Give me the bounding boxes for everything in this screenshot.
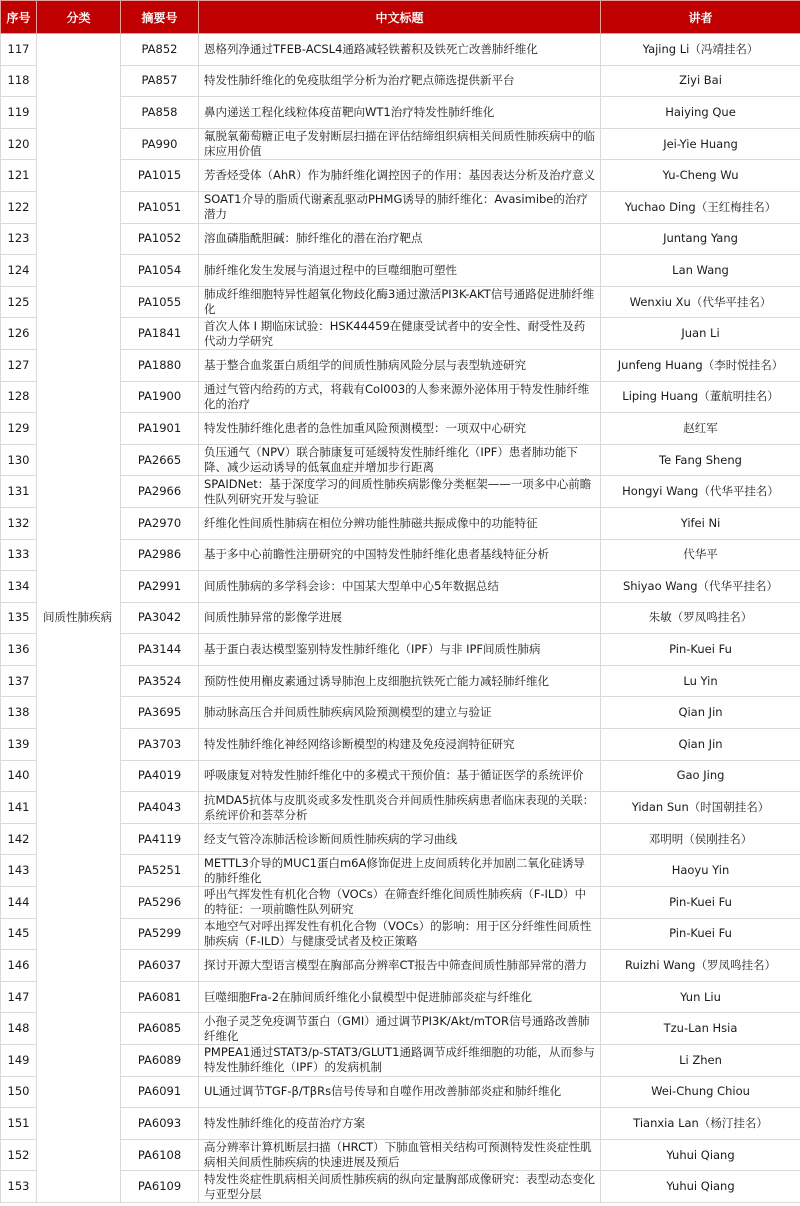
abstract-code: PA6089 xyxy=(121,1045,199,1077)
chinese-title: UL通过调节TGF-β/TβRs信号传导和自噬作用改善肺部炎症和肺纤维化 xyxy=(199,1076,601,1108)
header-code: 摘要号 xyxy=(121,1,199,34)
table-row xyxy=(1,444,800,476)
chinese-title: METTL3介导的MUC1蛋白m6A修饰促进上皮间质转化并加剧二氧化硅诱导的肺纤维化 xyxy=(199,855,601,887)
speaker-name: Junfeng Huang（李时悦挂名） xyxy=(601,349,800,381)
speaker-name: Li Zhen xyxy=(601,1045,800,1077)
table-row xyxy=(1,855,800,887)
chinese-title: 呼出气挥发性有机化合物（VOCs）在筛查纤维化间质性肺疾病（F-ILD）中的特征：一项前瞻性队列研究 xyxy=(199,887,601,919)
speaker-name: Tianxia Lan（杨汀挂名） xyxy=(601,1108,800,1140)
speaker-name: Yuhui Qiang xyxy=(601,1139,800,1171)
header-idx: 序号 xyxy=(1,1,37,34)
chinese-title: 抗MDA5抗体与皮肌炎或多发性肌炎合并间质性肺疾病患者临床表现的关联：系统评价和荟萃分析 xyxy=(199,792,601,824)
speaker-name: Yidan Sun（时国朝挂名） xyxy=(601,792,800,824)
row-index: 136 xyxy=(1,634,37,666)
row-index: 138 xyxy=(1,697,37,729)
table-row xyxy=(1,1108,800,1140)
row-index: 125 xyxy=(1,286,37,318)
row-index: 124 xyxy=(1,255,37,287)
chinese-title: 通过气管内给药的方式，将载有Col003的人参来源外泌体用于特发性肺纤维化的治疗 xyxy=(199,381,601,413)
row-index: 135 xyxy=(1,602,37,634)
chinese-title: 间质性肺病的多学科会诊：中国某大型单中心5年数据总结 xyxy=(199,571,601,603)
chinese-title: 探讨开源大型语言模型在胸部高分辨率CT报告中筛查间质性肺部异常的潜力 xyxy=(199,950,601,982)
speaker-name: 邓明明（侯刚挂名） xyxy=(601,823,800,855)
table-row xyxy=(1,1045,800,1077)
header-speaker: 讲者 xyxy=(601,1,800,34)
table-row xyxy=(1,1013,800,1045)
abstract-code: PA6108 xyxy=(121,1139,199,1171)
speaker-name: Haiying Que xyxy=(601,97,800,129)
table-row xyxy=(1,1171,800,1203)
speaker-name: Hongyi Wang（代华平挂名） xyxy=(601,476,800,508)
speaker-name: Yifei Ni xyxy=(601,507,800,539)
speaker-name: 朱敏（罗凤鸣挂名） xyxy=(601,602,800,634)
abstract-code: PA6037 xyxy=(121,950,199,982)
speaker-name: Lu Yin xyxy=(601,665,800,697)
row-index: 133 xyxy=(1,539,37,571)
header-row xyxy=(1,1,800,34)
speaker-name: Tzu-Lan Hsia xyxy=(601,1013,800,1045)
chinese-title: 负压通气（NPV）联合肺康复可延缓特发性肺纤维化（IPF）患者肺功能下降、减少运动诱导的低氧血症并增加步行距离 xyxy=(199,444,601,476)
speaker-name: Lan Wang xyxy=(601,255,800,287)
abstract-code: PA4019 xyxy=(121,760,199,792)
abstract-code: PA3144 xyxy=(121,634,199,666)
abstract-code: PA2986 xyxy=(121,539,199,571)
row-index: 142 xyxy=(1,823,37,855)
chinese-title: 基于蛋白表达模型鉴别特发性肺纤维化（IPF）与非 IPF间质性肺病 xyxy=(199,634,601,666)
abstract-code: PA852 xyxy=(121,34,199,66)
chinese-title: 呼吸康复对特发性肺纤维化中的多模式干预价值：基于循证医学的系统评价 xyxy=(199,760,601,792)
chinese-title: 鼻内递送工程化线粒体疫苗靶向WT1治疗特发性肺纤维化 xyxy=(199,97,601,129)
abstract-code: PA1841 xyxy=(121,318,199,350)
table-row xyxy=(1,381,800,413)
row-index: 141 xyxy=(1,792,37,824)
table-row xyxy=(1,1076,800,1108)
table-row xyxy=(1,507,800,539)
abstract-code: PA1901 xyxy=(121,413,199,445)
chinese-title: 特发性肺纤维化的免疫肽组学分析为治疗靶点筛选提供新平台 xyxy=(199,65,601,97)
table-body xyxy=(1,34,800,1203)
chinese-title: 芳香烃受体（AhR）作为肺纤维化调控因子的作用：基因表达分析及治疗意义 xyxy=(199,160,601,192)
speaker-name: Wei-Chung Chiou xyxy=(601,1076,800,1108)
chinese-title: 高分辨率计算机断层扫描（HRCT）下肺血管相关结构可预测特发性炎症性肌病相关间质性肺疾病的快速进展及预后 xyxy=(199,1139,601,1171)
row-index: 153 xyxy=(1,1171,37,1203)
abstract-code: PA1054 xyxy=(121,255,199,287)
chinese-title: 首次人体 I 期临床试验：HSK44459在健康受试者中的安全性、耐受性及药代动力学研究 xyxy=(199,318,601,350)
abstract-code: PA2966 xyxy=(121,476,199,508)
table-row xyxy=(1,760,800,792)
speaker-name: Ruizhi Wang（罗凤鸣挂名） xyxy=(601,950,800,982)
abstract-code: PA6091 xyxy=(121,1076,199,1108)
table-row xyxy=(1,571,800,603)
row-index: 131 xyxy=(1,476,37,508)
row-index: 143 xyxy=(1,855,37,887)
abstract-code: PA6081 xyxy=(121,981,199,1013)
chinese-title: 预防性使用槲皮素通过诱导肺泡上皮细胞抗铁死亡能力减轻肺纤维化 xyxy=(199,665,601,697)
row-index: 129 xyxy=(1,413,37,445)
header-title: 中文标题 xyxy=(199,1,601,34)
row-index: 120 xyxy=(1,128,37,160)
abstract-code: PA1015 xyxy=(121,160,199,192)
table-row xyxy=(1,918,800,950)
row-index: 140 xyxy=(1,760,37,792)
chinese-title: 巨噬细胞Fra-2在肺间质纤维化小鼠模型中促进肺部炎症与纤维化 xyxy=(199,981,601,1013)
table-row xyxy=(1,286,800,318)
table-row xyxy=(1,223,800,255)
speaker-name: 代华平 xyxy=(601,539,800,571)
speaker-name: Pin-Kuei Fu xyxy=(601,887,800,919)
chinese-title: 恩格列净通过TFEB-ACSL4通路减轻铁蓄积及铁死亡改善肺纤维化 xyxy=(199,34,601,66)
speaker-name: Gao Jing xyxy=(601,760,800,792)
abstract-code: PA2991 xyxy=(121,571,199,603)
table-row xyxy=(1,65,800,97)
table-row xyxy=(1,697,800,729)
table-row xyxy=(1,665,800,697)
speaker-name: Haoyu Yin xyxy=(601,855,800,887)
abstract-code: PA3524 xyxy=(121,665,199,697)
abstract-code: PA4119 xyxy=(121,823,199,855)
speaker-name: Jei-Yie Huang xyxy=(601,128,800,160)
chinese-title: 肺动脉高压合并间质性肺疾病风险预测模型的建立与验证 xyxy=(199,697,601,729)
chinese-title: 经支气管冷冻肺活检诊断间质性肺疾病的学习曲线 xyxy=(199,823,601,855)
row-index: 150 xyxy=(1,1076,37,1108)
speaker-name: Qian Jin xyxy=(601,729,800,761)
abstract-code: PA858 xyxy=(121,97,199,129)
row-index: 145 xyxy=(1,918,37,950)
chinese-title: 溶血磷脂酰胆碱：肺纤维化的潜在治疗靶点 xyxy=(199,223,601,255)
table-row xyxy=(1,476,800,508)
table-row xyxy=(1,1139,800,1171)
row-index: 151 xyxy=(1,1108,37,1140)
chinese-title: 特发性肺纤维化患者的急性加重风险预测模型：一项双中心研究 xyxy=(199,413,601,445)
speaker-name: Yuhui Qiang xyxy=(601,1171,800,1203)
chinese-title: 间质性肺异常的影像学进展 xyxy=(199,602,601,634)
abstract-code: PA1051 xyxy=(121,191,199,223)
abstract-code: PA3042 xyxy=(121,602,199,634)
table-row xyxy=(1,160,800,192)
row-index: 148 xyxy=(1,1013,37,1045)
row-index: 139 xyxy=(1,729,37,761)
table-row xyxy=(1,539,800,571)
abstract-code: PA857 xyxy=(121,65,199,97)
table-row xyxy=(1,318,800,350)
chinese-title: 特发性肺纤维化的疫苗治疗方案 xyxy=(199,1108,601,1140)
table-row xyxy=(1,191,800,223)
speaker-name: Pin-Kuei Fu xyxy=(601,918,800,950)
speaker-name: Wenxiu Xu（代华平挂名） xyxy=(601,286,800,318)
speaker-name: Liping Huang（董航明挂名） xyxy=(601,381,800,413)
abstract-code: PA6085 xyxy=(121,1013,199,1045)
chinese-title: 特发性肺纤维化神经网络诊断模型的构建及免疫浸润特征研究 xyxy=(199,729,601,761)
table-row xyxy=(1,602,800,634)
row-index: 123 xyxy=(1,223,37,255)
row-index: 134 xyxy=(1,571,37,603)
row-index: 147 xyxy=(1,981,37,1013)
chinese-title: 基于多中心前瞻性注册研究的中国特发性肺纤维化患者基线特征分析 xyxy=(199,539,601,571)
speaker-name: 赵红军 xyxy=(601,413,800,445)
row-index: 130 xyxy=(1,444,37,476)
table-row xyxy=(1,97,800,129)
row-index: 117 xyxy=(1,34,37,66)
speaker-name: Ziyi Bai xyxy=(601,65,800,97)
chinese-title: 肺成纤维细胞特异性超氧化物歧化酶3通过激活PI3K-AKT信号通路促进肺纤维化 xyxy=(199,286,601,318)
row-index: 152 xyxy=(1,1139,37,1171)
category-cell: 间质性肺疾病 xyxy=(37,34,121,1203)
speaker-name: Te Fang Sheng xyxy=(601,444,800,476)
table-row xyxy=(1,823,800,855)
abstract-code: PA990 xyxy=(121,128,199,160)
chinese-title: 本地空气对呼出挥发性有机化合物（VOCs）的影响：用于区分纤维性间质性肺疾病（F-ILD）与健康受试者及校正策略 xyxy=(199,918,601,950)
speaker-name: Yuchao Ding（王红梅挂名） xyxy=(601,191,800,223)
speaker-name: Pin-Kuei Fu xyxy=(601,634,800,666)
row-index: 118 xyxy=(1,65,37,97)
table-row xyxy=(1,950,800,982)
speaker-name: Yun Liu xyxy=(601,981,800,1013)
table-row xyxy=(1,255,800,287)
table-row xyxy=(1,729,800,761)
row-index: 128 xyxy=(1,381,37,413)
abstract-code: PA2970 xyxy=(121,507,199,539)
row-index: 126 xyxy=(1,318,37,350)
speaker-name: Qian Jin xyxy=(601,697,800,729)
chinese-title: 特发性炎症性肌病相关间质性肺疾病的纵向定量胸部成像研究：表型动态变化与亚型分层 xyxy=(199,1171,601,1203)
row-index: 127 xyxy=(1,349,37,381)
table-row xyxy=(1,413,800,445)
table-row xyxy=(1,792,800,824)
chinese-title: SPAIDNet：基于深度学习的间质性肺疾病影像分类框架——一项多中心前瞻性队列研究开发与验证 xyxy=(199,476,601,508)
chinese-title: 小孢子灵芝免疫调节蛋白（GMI）通过调节PI3K/Akt/mTOR信号通路改善肺纤维化 xyxy=(199,1013,601,1045)
speaker-name: Juan Li xyxy=(601,318,800,350)
abstract-code: PA1900 xyxy=(121,381,199,413)
table-row xyxy=(1,981,800,1013)
chinese-title: 氟脱氧葡萄糖正电子发射断层扫描在评估结缔组织病相关间质性肺疾病中的临床应用价值 xyxy=(199,128,601,160)
row-index: 144 xyxy=(1,887,37,919)
abstract-code: PA3695 xyxy=(121,697,199,729)
abstract-code: PA5251 xyxy=(121,855,199,887)
chinese-title: 肺纤维化发生发展与消退过程中的巨噬细胞可塑性 xyxy=(199,255,601,287)
abstract-code: PA1055 xyxy=(121,286,199,318)
speaker-name: Juntang Yang xyxy=(601,223,800,255)
chinese-title: 纤维化性间质性肺病在相位分辨功能性肺磁共振成像中的功能特征 xyxy=(199,507,601,539)
chinese-title: SOAT1介导的脂质代谢紊乱驱动PHMG诱导的肺纤维化：Avasimibe的治疗潜力 xyxy=(199,191,601,223)
row-index: 146 xyxy=(1,950,37,982)
abstract-code: PA2665 xyxy=(121,444,199,476)
abstract-code: PA3703 xyxy=(121,729,199,761)
table-row xyxy=(1,349,800,381)
row-index: 119 xyxy=(1,97,37,129)
row-index: 121 xyxy=(1,160,37,192)
row-index: 122 xyxy=(1,191,37,223)
speaker-name: Yu-Cheng Wu xyxy=(601,160,800,192)
row-index: 149 xyxy=(1,1045,37,1077)
abstract-code: PA6109 xyxy=(121,1171,199,1203)
abstract-code: PA1052 xyxy=(121,223,199,255)
speaker-name: Yajing Li（冯靖挂名） xyxy=(601,34,800,66)
row-index: 137 xyxy=(1,665,37,697)
abstract-code: PA1880 xyxy=(121,349,199,381)
abstract-code: PA5299 xyxy=(121,918,199,950)
table-row xyxy=(1,887,800,919)
table-row xyxy=(1,34,800,66)
abstract-code: PA5296 xyxy=(121,887,199,919)
speaker-name: Shiyao Wang（代华平挂名） xyxy=(601,571,800,603)
table-row xyxy=(1,634,800,666)
row-index: 132 xyxy=(1,507,37,539)
abstract-code: PA6093 xyxy=(121,1108,199,1140)
abstract-code: PA4043 xyxy=(121,792,199,824)
table-row xyxy=(1,128,800,160)
chinese-title: PMPEA1通过STAT3/p-STAT3/GLUT1通路调节成纤维细胞的功能，从而参与特发性肺纤维化（IPF）的发病机制 xyxy=(199,1045,601,1077)
chinese-title: 基于整合血浆蛋白质组学的间质性肺病风险分层与表型轨迹研究 xyxy=(199,349,601,381)
header-category: 分类 xyxy=(37,1,121,34)
